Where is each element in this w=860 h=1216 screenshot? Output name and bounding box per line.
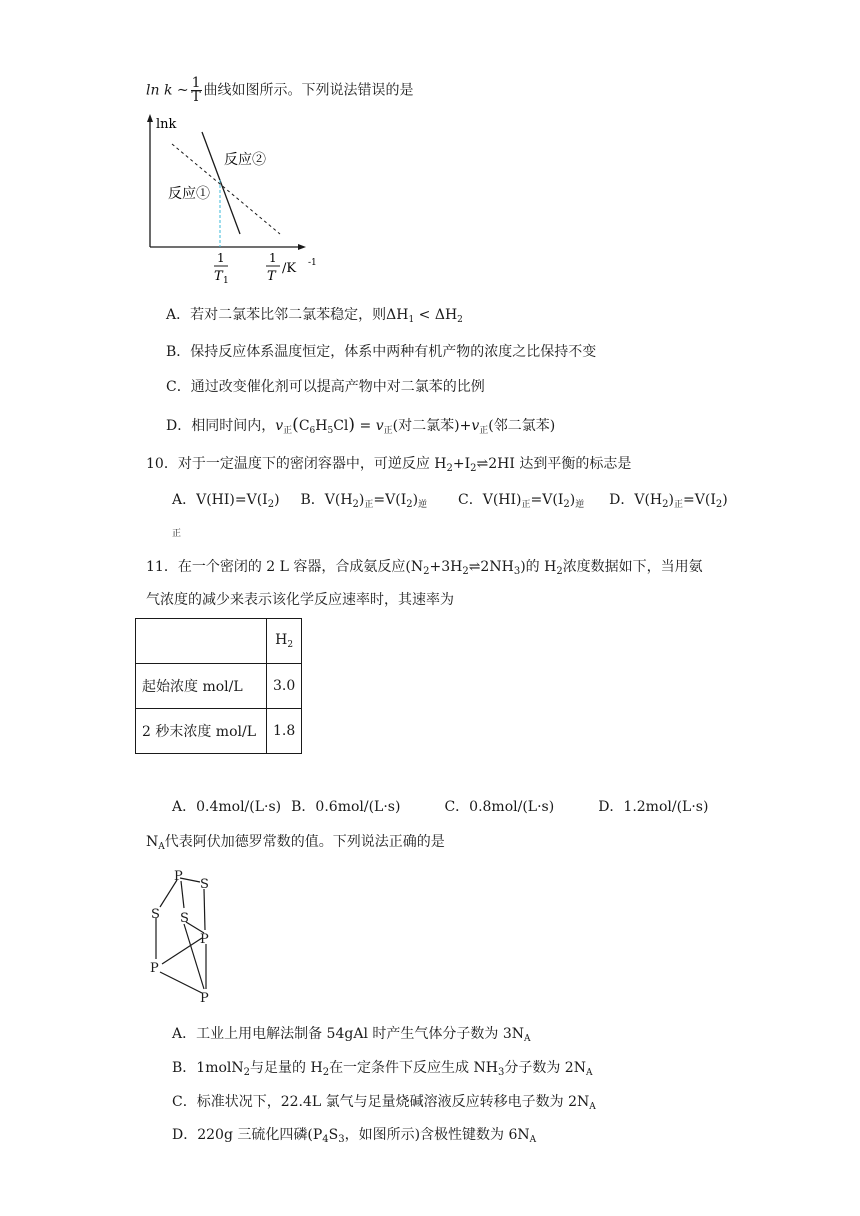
q12-option-c: C．标准状况下，22.4L 氯气与足量烧碱溶液反应转移电子数为 $2N_A$ [172, 1094, 596, 1112]
table-cell-empty [136, 619, 267, 664]
atom-p: P [174, 869, 183, 884]
table-cell-value: 3.0 [267, 664, 302, 709]
series-label-reaction-1: 反应① [168, 186, 210, 202]
q10-option-d-wrap [172, 524, 181, 544]
q9-option-d-cl: Cl [333, 418, 349, 434]
q10-stem-b: +I [452, 456, 471, 472]
atom-p: P [200, 991, 209, 1006]
x-label-unit-exp: -1 [308, 258, 317, 268]
q9-option-d-6: 6 [309, 426, 316, 436]
q9-option-d-v2: v [375, 418, 384, 434]
q11-option-a: A．0.4mol/(L·s) [172, 799, 282, 815]
q9-option-a-sub2: 2 [457, 315, 463, 325]
q9-option-c: C．通过改变催化剂可以提高产物中对二氯苯的比例 [166, 379, 485, 395]
y-axis-arrow [147, 114, 153, 122]
table-row [136, 664, 302, 709]
series-line-reaction-2 [202, 132, 240, 234]
q9-option-d: D．相同时间内，$v_正(C_6H_5Cl) = v_正$(对二氯苯)$+v_正$(邻二氯苯) [166, 415, 556, 436]
x-label-den: T [267, 269, 276, 284]
x-tick-den: T [214, 269, 223, 284]
atom-p: P [150, 961, 159, 976]
q9-option-d-para: 对二氯苯 [398, 418, 455, 434]
q9-option-d-sub2: 正 [383, 426, 393, 436]
q9-stem [146, 77, 414, 104]
q9-stem-lhs: ln k ~ [146, 82, 189, 99]
q10-option-c: C．$V(HI)_正=V(I_2)_逆$ [458, 492, 585, 510]
table-header-h2: $H_2$ [267, 619, 302, 664]
q9-option-b: B．保持反应体系温度恒定，体系中两种有机产物的浓度之比保持不变 [166, 344, 597, 360]
q11-stem-line2: 气浓度的减少来表示该化学反应速率时，其速率为 [146, 592, 454, 608]
y-axis-label: lnk [156, 117, 177, 132]
q9-option-d-sub3: 正 [479, 426, 489, 436]
q9-frac-den: T [191, 89, 201, 105]
q10-option-a: A．$V(HI)=V(I_2)$ [172, 492, 280, 510]
q9-option-a-dh2: ΔH [434, 307, 458, 323]
q9-stem-fraction [191, 77, 202, 104]
q10-options [172, 490, 728, 515]
p4s3-structure [140, 862, 230, 1008]
q10-option-d-sub2: 正 [172, 529, 182, 539]
table-cell-label: 2 秒末浓度 mol/L [136, 709, 267, 754]
q9-option-d-h: H [315, 418, 328, 434]
q10-stem-a: 10．对于一定温度下的密闭容器中，可逆反应 H [146, 456, 447, 472]
x-tick-sub: 1 [223, 276, 229, 286]
atom-s: S [200, 877, 209, 892]
q11-stem-line1: 11．在一个密闭的 2 L 容器，合成氨反应$(N_2+3H_2\rightleftharpoons 2NH_3)$的 $H_2$浓度数据如下，当用氨 [146, 559, 703, 577]
q10-option-b: B．$V(H_2)_正=V(I_2)_逆$ [300, 492, 428, 510]
q10-stem [146, 454, 631, 479]
q9-option-d-c: C [298, 418, 310, 434]
series-label-reaction-2: 反应② [224, 152, 266, 168]
q10-stem-c: ⇌2HI 达到平衡的标志是 [476, 456, 632, 472]
q11-option-b: B．0.6mol/(L·s) [291, 799, 401, 815]
table-row [136, 619, 302, 664]
q10-option-d: D．$V(H_2)_正=V(I_2)$ [609, 492, 728, 510]
q11-table [135, 618, 302, 754]
q12-option-d: D．220g 三硫化四磷($P_4S_3$，如图所示)含极性键数为 $6N_A$ [172, 1127, 537, 1145]
x-label-num: 1 [269, 251, 277, 265]
q12-option-a: A．工业上用电解法制备 54gAl 时产生气体分子数为 $3N_A$ [172, 1026, 531, 1044]
q11-options [172, 797, 708, 817]
q9-option-a [166, 305, 463, 330]
x-axis-arrow [298, 244, 306, 250]
q12-stem: $N_A$代表阿伏加德罗常数的值。下列说法正确的是 [146, 834, 445, 852]
table-row [136, 709, 302, 754]
q10-sub-1: 2 [446, 463, 453, 474]
x-label-unit: /K [282, 261, 297, 276]
q9-option-d-5: 5 [327, 426, 334, 436]
q9-option-a-sub1: 1 [408, 315, 415, 325]
q9-option-d-ortho: 邻二氯苯 [493, 418, 550, 434]
q9-stem-text: 曲线如图所示。下列说法错误的是 [203, 82, 414, 99]
atom-s: S [151, 907, 160, 922]
x-tick-num: 1 [217, 251, 225, 265]
q9-chart [140, 110, 340, 290]
q9-option-d-sub1: 正 [283, 426, 293, 436]
q9-frac-num: 1 [191, 75, 201, 91]
table-cell-label: 起始浓度 mol/L [136, 664, 267, 709]
q9-option-d-text: D．相同时间内， [166, 418, 276, 434]
q12-option-b: B．1molN$_2$与足量的 $H_2$在一定条件下反应生成 $NH_3$分子数为 $2N_A$ [172, 1060, 593, 1078]
q11-option-d: D．1.2mol/(L·s) [598, 799, 709, 815]
q10-sub-2: 2 [470, 463, 477, 474]
atom-s: S [180, 911, 189, 926]
q11-option-c: C．0.8mol/(L·s) [444, 799, 555, 815]
table-cell-value: 1.8 [267, 709, 302, 754]
q9-option-d-v1: v [275, 418, 284, 434]
q9-option-a-text: A．若对二氯苯比邻二氯苯稳定，则 [166, 307, 387, 323]
q9-option-a-lt: < [414, 307, 435, 323]
atom-p: P [200, 932, 209, 947]
q9-option-d-v3: v [471, 418, 480, 434]
q9-option-a-dh1: ΔH [386, 307, 409, 323]
